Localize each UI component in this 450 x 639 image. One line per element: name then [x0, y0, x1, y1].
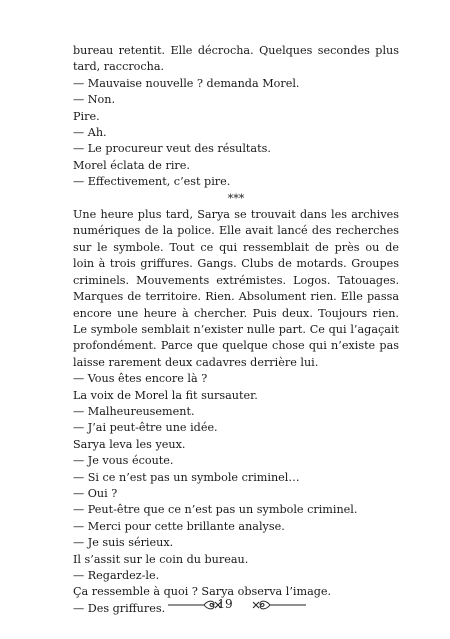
dialogue-line: — Je vous écoute.: [73, 454, 174, 468]
page-number: 19: [217, 597, 233, 611]
dialogue-line: — Si ce n’est pas un symbole criminel…: [73, 470, 300, 484]
dialogue-line: — Non.: [73, 93, 116, 107]
dialogue-line: — Effectivement, c’est pire.: [73, 175, 231, 189]
section-break: ***: [227, 191, 245, 205]
paragraph: La voix de Morel la fit sursauter.: [73, 388, 258, 402]
dialogue-line: — Ah.: [73, 126, 107, 140]
paragraph: bureau retentit. Elle décrocha. Quelques secondes plus tard, raccrocha.: [73, 44, 399, 74]
paragraph: Il s’assit sur le coin du bureau.: [73, 552, 249, 566]
paragraph: Ça ressemble à quoi ? Sarya observa l’image.: [73, 585, 332, 599]
dialogue-line: — Vous êtes encore là ?: [73, 372, 208, 386]
dialogue-line: — Peut-être que ce n’est pas un symbole criminel.: [73, 503, 358, 517]
dialogue-line: — Mauvaise nouvelle ? demanda Morel.: [73, 76, 300, 90]
right-flourish-icon: [246, 598, 306, 612]
dialogue-line: — Le procureur veut des résultats.: [73, 142, 271, 156]
dialogue-line: — Des griffures.: [73, 601, 166, 615]
paragraph: Morel éclata de rire.: [73, 158, 190, 172]
dialogue-line: — J’ai peut-être une idée.: [73, 421, 218, 435]
dialogue-line: — Regardez-le.: [73, 569, 160, 582]
page-text: [73, 43, 399, 617]
paragraph: Sarya leva les yeux.: [73, 437, 186, 451]
dialogue-line: — Oui ?: [73, 486, 118, 500]
dialogue-line: — Je suis sérieux.: [73, 536, 174, 550]
page-footer: [0, 596, 450, 616]
paragraph: Une heure plus tard, Sarya se trouvait dans les archives numériques de la police. Elle avait lancé des recherches sur le symbole. Tout ce qui ressemblait de près ou de loin à trois griffures. Gangs. Clubs de motards. Groupes criminels. Mouvements extrémistes. Logos. Tatouages. Marques de territoire. Rien. Absolument rien. Elle passa encore une heure à chercher. Puis deux. Toujours rien. Le symbole semblait n’exister nulle part. Ce qui l’agaçait profondément. Parce que quelque chose qui n’existe pas laisse rarement deux cadavres derrière lui.: [73, 208, 399, 369]
dialogue-line: — Merci pour cette brillante analyse.: [73, 519, 285, 533]
dialogue-line: — Malheureusement.: [73, 404, 195, 418]
paragraph: Pire.: [73, 109, 100, 123]
